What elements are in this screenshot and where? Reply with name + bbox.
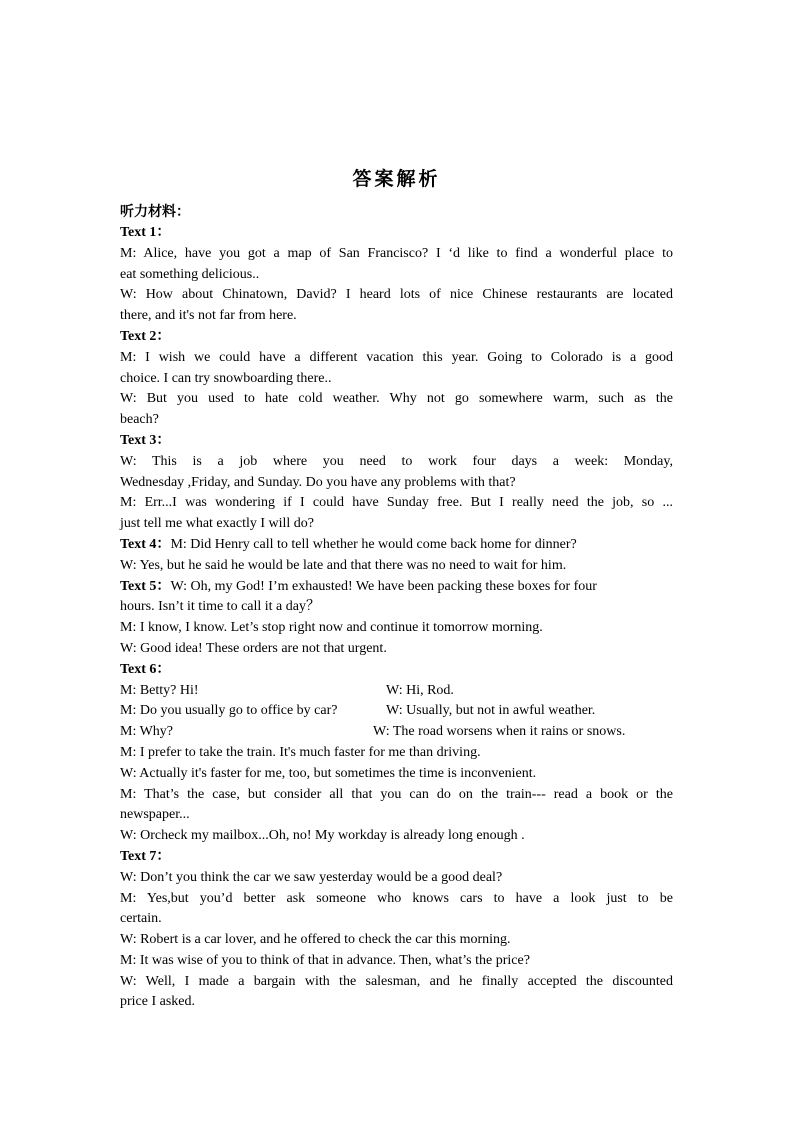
text4-line: M: Did Henry call to tell whether he would come back home for dinner? xyxy=(170,536,577,552)
text6-line: M: Betty? Hi! xyxy=(120,682,199,698)
text3-line: just tell me what exactly I will do? xyxy=(120,516,315,532)
text2-line: M: I wish we could have a different vacation this year. Going to Colorado is a good xyxy=(120,349,673,365)
page-title: 答案解析 xyxy=(352,168,441,190)
text2-line: choice. I can try snowboarding there.. xyxy=(120,370,332,386)
text3-line: Wednesday ,Friday, and Sunday. Do you have any problems with that? xyxy=(120,474,516,490)
text2-line: beach? xyxy=(120,412,159,428)
text1-line: there, and it's not far from here. xyxy=(120,308,297,324)
text6-line: newspaper... xyxy=(120,807,190,823)
text7-line: certain. xyxy=(120,911,162,927)
text6-line: M: I prefer to take the train. It's much faster for me than driving. xyxy=(120,744,481,760)
text7-label: Text 7： xyxy=(120,848,171,864)
text6-row xyxy=(120,681,673,702)
text3-line: M: Err...I was wondering if I could have Sunday free. But I really need the job, so ... xyxy=(120,495,673,511)
text6-row xyxy=(120,722,673,743)
text6-line: W: Actually it's faster for me, too, but sometimes the time is inconvenient. xyxy=(120,765,537,781)
text7-line: W: Don’t you think the car we saw yesterday would be a good deal? xyxy=(120,869,503,885)
text5-line: W: Oh, my God! I’m exhausted! We have been packing these boxes for four xyxy=(170,578,597,594)
text4-line: W: Yes, but he said he would be late and that there was no need to wait for him. xyxy=(120,557,567,573)
text6-line: W: Orcheck my mailbox...Oh, no! My workday is already long enough . xyxy=(120,828,525,844)
text5-line: W: Good idea! These orders are not that urgent. xyxy=(120,640,387,656)
text6-line: W: The road worsens when it rains or snows. xyxy=(373,724,626,740)
text4-row xyxy=(120,535,673,556)
text7-line: W: Robert is a car lover, and he offered to check the car this morning. xyxy=(120,932,511,948)
text6-line: W: Usually, but not in awful weather. xyxy=(386,703,596,719)
text6-line: M: Why? xyxy=(120,724,174,740)
text6-line: M: Do you usually go to office by car? xyxy=(120,703,338,719)
text6-line: M: That’s the case, but consider all that you can do on the train--- read a book or the xyxy=(120,786,673,802)
text5-line: hours. Isn’t it time to call it a day？ xyxy=(120,599,320,615)
text3-line: W: This is a job where you need to work four days a week: Monday, xyxy=(120,453,673,469)
text4-label: Text 4： xyxy=(120,536,171,552)
text7-line: M: Yes,but you’d better ask someone who knows cars to have a look just to be xyxy=(120,890,673,906)
text3-label: Text 3： xyxy=(120,432,171,448)
text5-label: Text 5： xyxy=(120,578,171,594)
text7-line: price I asked. xyxy=(120,994,196,1010)
document-page xyxy=(120,166,673,1013)
section-heading: 听力材料： xyxy=(120,204,190,220)
text6-row xyxy=(120,701,673,722)
text1-line: M: Alice, have you got a map of San Francisco? I ‘d like to find a wonderful place to xyxy=(120,245,673,261)
text2-line: W: But you used to hate cold weather. Why not go somewhere warm, such as the xyxy=(120,391,673,407)
text7-line: W: Well, I made a bargain with the salesman, and he finally accepted the discounted xyxy=(120,973,673,989)
text1-line: W: How about Chinatown, David? I heard lots of nice Chinese restaurants are located xyxy=(120,287,673,303)
text5-line: M: I know, I know. Let’s stop right now and continue it tomorrow morning. xyxy=(120,620,543,636)
text7-line: M: It was wise of you to think of that in advance. Then, what’s the price? xyxy=(120,952,530,968)
text2-label: Text 2： xyxy=(120,328,171,344)
text6-label: Text 6： xyxy=(120,661,171,677)
text1-line: eat something delicious.. xyxy=(120,266,260,282)
text1-label: Text 1： xyxy=(120,225,171,240)
text5-row xyxy=(120,577,673,598)
text6-line: W: Hi, Rod. xyxy=(386,682,454,698)
